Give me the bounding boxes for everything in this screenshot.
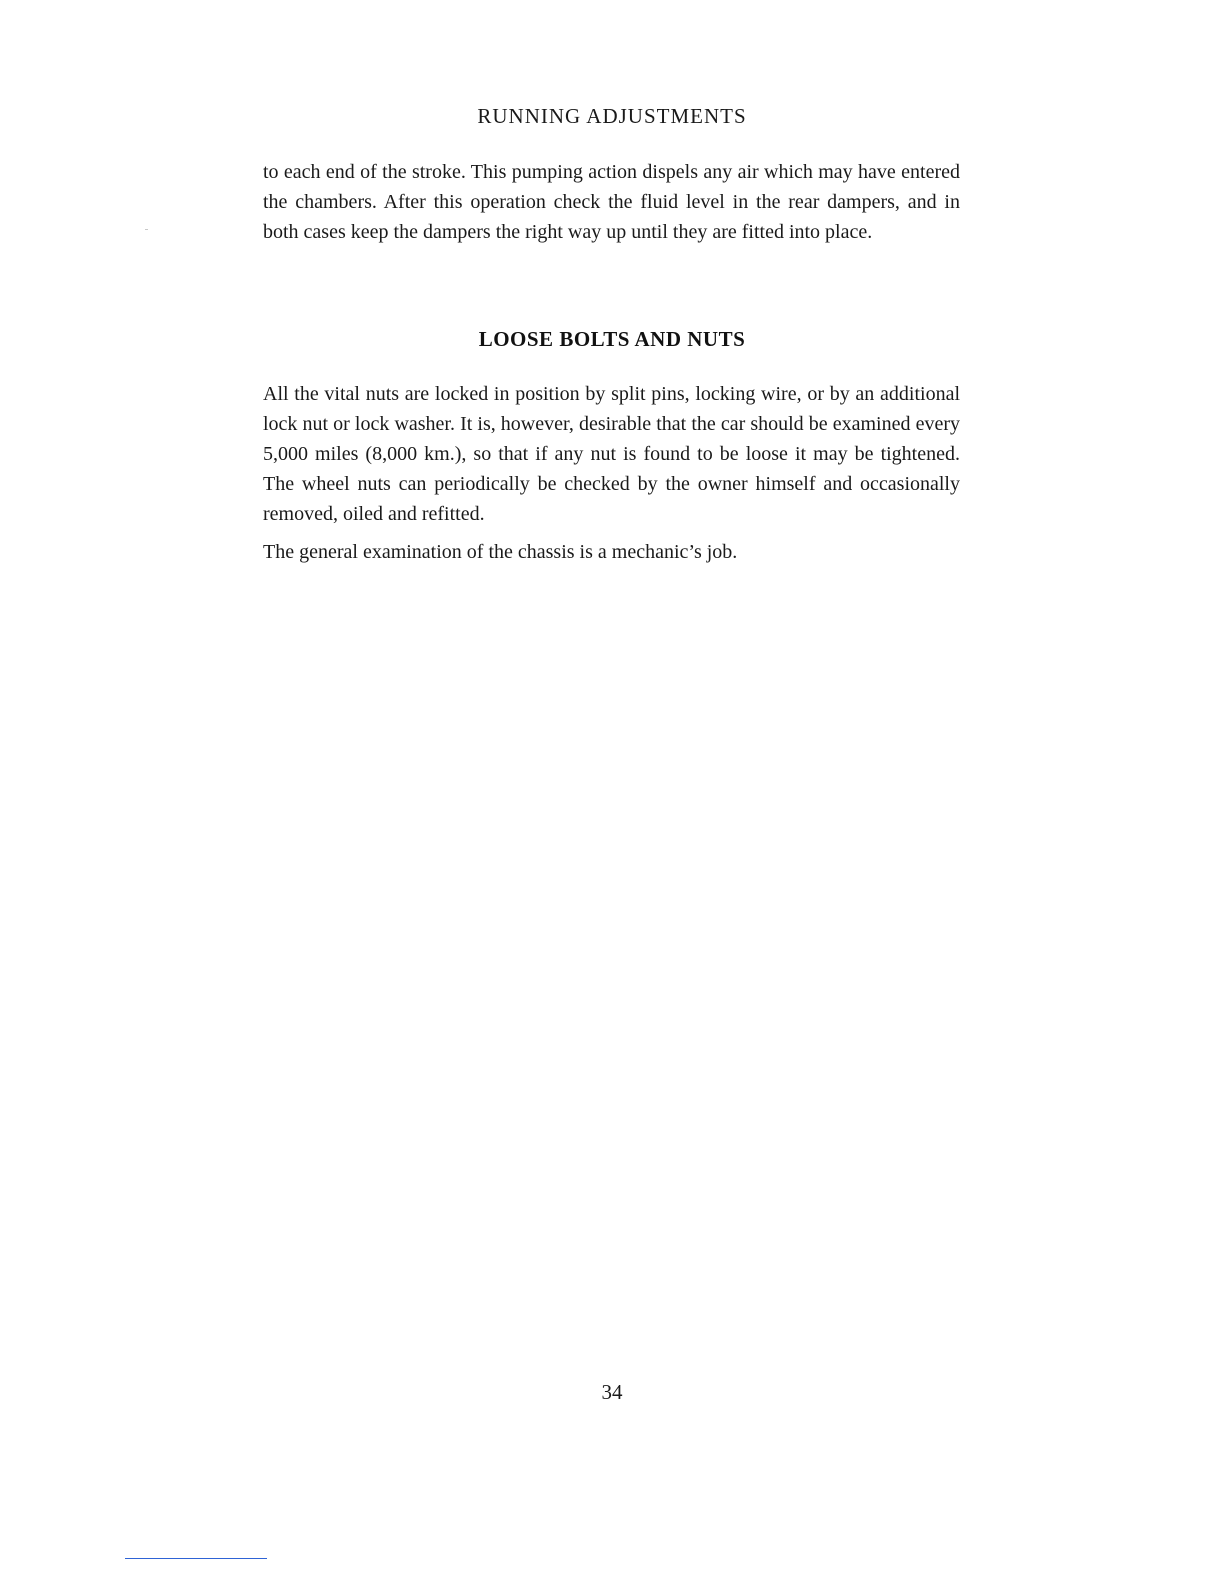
paragraph-loose-bolts: All the vital nuts are locked in position by split pins, locking wire, or by an additional lock nut or lock washer. It is, however, desirable that the car should be examined every 5,000 miles (8,000 km.), so that if any nut is found to be loose it may be tightened. The wheel nuts can periodically be checked by the owner himself and occasionally removed, oiled and refitted. — [263, 383, 960, 525]
page-number: 34 — [601, 1380, 623, 1404]
footnote-rule — [125, 1558, 267, 1559]
running-header: RUNNING ADJUSTMENTS — [477, 104, 747, 128]
paragraph-chassis: The general examination of the chassis is a mechanic’s job. — [263, 541, 738, 563]
paragraph-continued: to each end of the stroke. This pumping action dispels any air which may have entered the chambers. After this operation check the fluid level in the rear dampers, and in both cases keep the dampers the right way up until they are fitted into place. — [263, 161, 960, 243]
section-heading: LOOSE BOLTS AND NUTS — [478, 327, 746, 351]
margin-mark — [145, 229, 148, 230]
